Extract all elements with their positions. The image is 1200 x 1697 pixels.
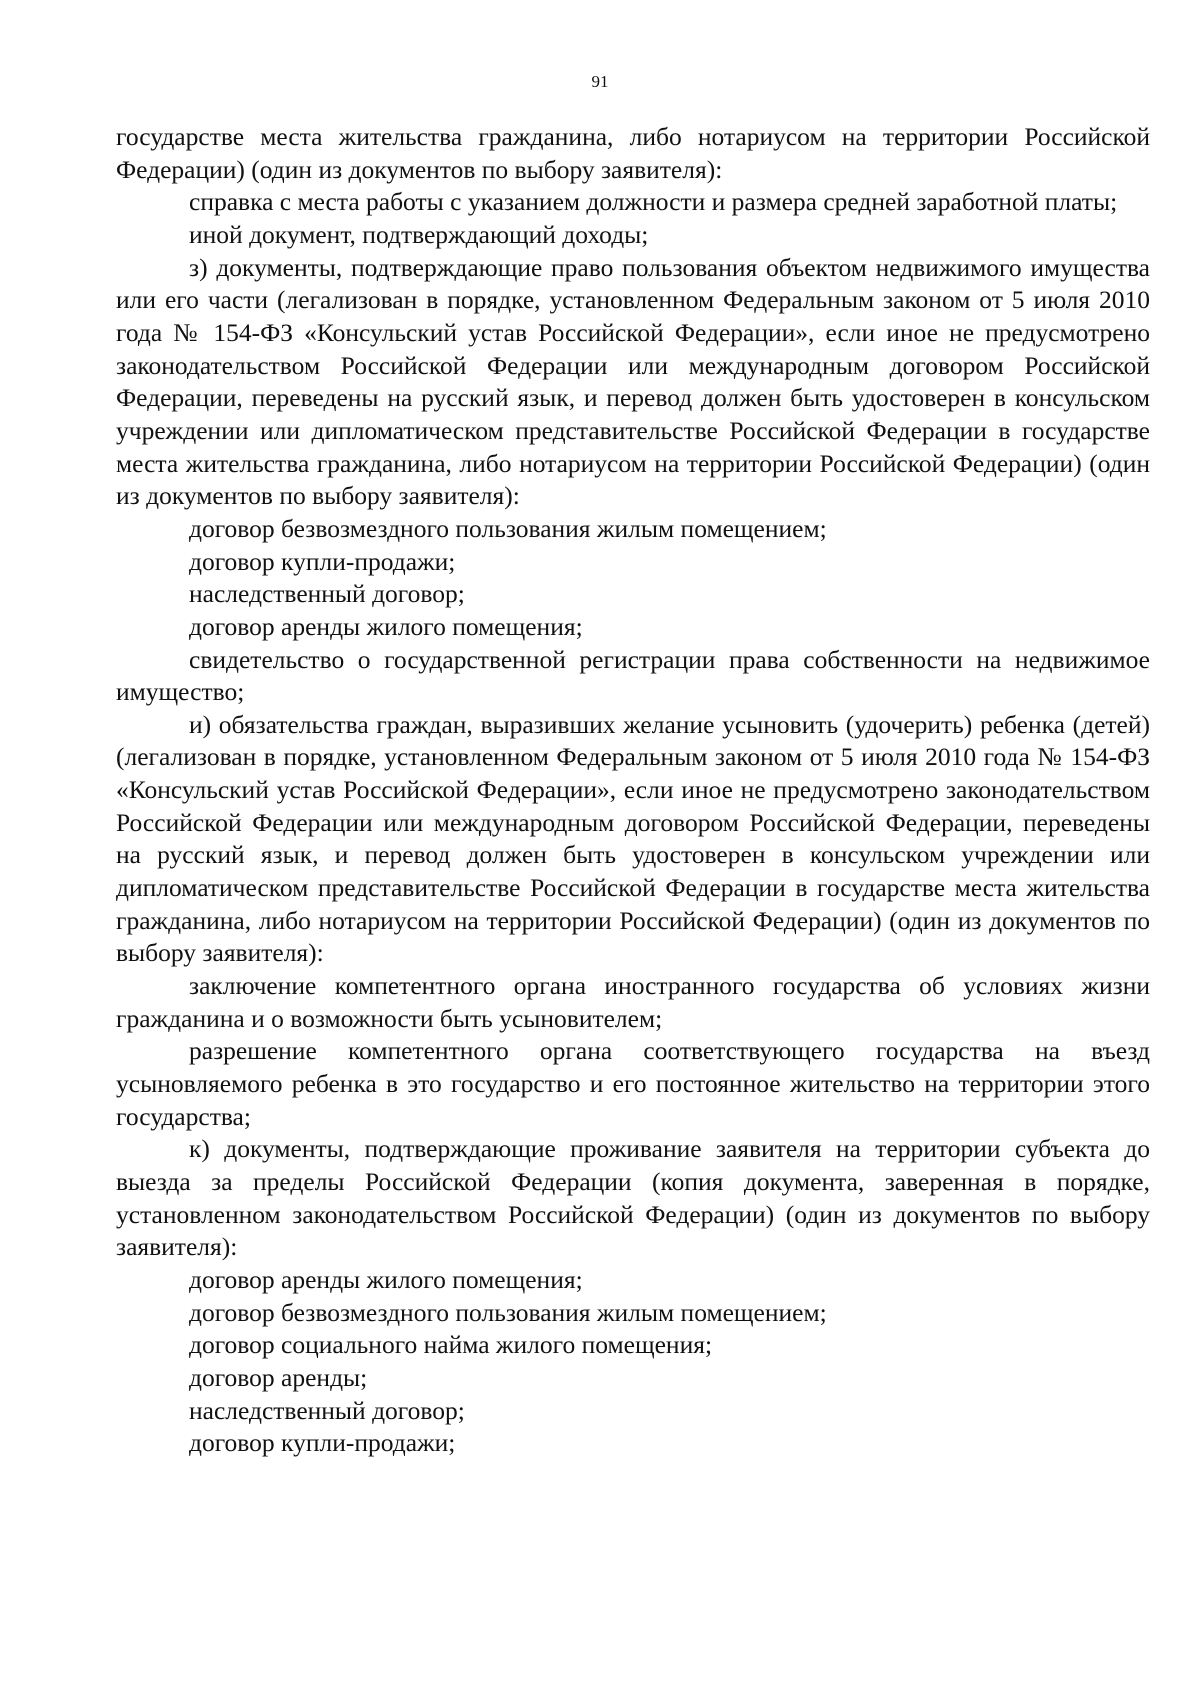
- paragraph-list-item: иной документ, подтверждающий доходы;: [189, 219, 649, 249]
- paragraph-list-item: договор купли-продажи;: [189, 1428, 456, 1458]
- paragraph-clause-z: з) документы, подтверждающие право пользования объектом недвижимого имущества или его части (легализован в порядке, установленном Федеральным законом от 5 июля 2010 года № 154-ФЗ «Консульский устав Российской Федерации», если иное не предусмотрено законодательством Российской Федерации или международным договором Российской Федерации, переведены на русский язык, и перевод должен быть удостоверен в консульском учреждении или дипломатическом представительстве Российской Федерации в государстве места жительства гражданина, либо нотариусом на территории Российской Федерации) (один из документов по выбору заявителя):: [116, 252, 1150, 511]
- paragraph-list-item: договор аренды жилого помещения;: [189, 1264, 583, 1294]
- paragraph-clause-i: и) обязательства граждан, выразивших желание усыновить (удочерить) ребенка (детей) (легализован в порядке, установленном Федеральным законом от 5 июля 2010 года № 154-ФЗ «Консульский устав Российской Федерации», если иное не предусмотрено законодательством Российской Федерации или международным договором Российской Федерации, переведены на русский язык, и перевод должен быть удостоверен в консульском учреждении или дипломатическом представительстве Российской Федерации в государстве места жительства гражданина, либо нотариусом на территории Российской Федерации) (один из документов по выбору заявителя):: [116, 709, 1150, 968]
- paragraph-list-item: наследственный договор;: [189, 1395, 465, 1425]
- paragraph-list-item: договор безвозмездного пользования жилым помещением;: [189, 1297, 827, 1327]
- paragraph-list-item: заключение компетентного органа иностранного государства об условиях жизни гражданина и о возможности быть усыновителем;: [116, 971, 1150, 1033]
- page-number: 91: [591, 72, 609, 91]
- paragraph-list-item: разрешение компетентного органа соответствующего государства на въезд усыновляемого ребенка в это государство и его постоянное жительство на территории этого государства;: [116, 1036, 1150, 1131]
- paragraph-list-item: наследственный договор;: [189, 579, 465, 609]
- paragraph-list-item: договор безвозмездного пользования жилым помещением;: [189, 513, 827, 543]
- paragraph-list-item: договор купли-продажи;: [189, 546, 456, 576]
- paragraph-list-item: договор социального найма жилого помещения;: [189, 1330, 713, 1360]
- document-body: [116, 121, 1150, 1460]
- paragraph-continuation: государстве места жительства гражданина, либо нотариусом на территории Российской Федерации) (один из документов по выбору заявителя):: [116, 122, 1150, 184]
- paragraph-list-item: справка с места работы с указанием должности и размера средней заработной платы;: [189, 187, 1118, 217]
- paragraph-list-item: договор аренды;: [189, 1362, 368, 1392]
- paragraph-list-item: договор аренды жилого помещения;: [189, 611, 583, 641]
- paragraph-clause-k: к) документы, подтверждающие проживание заявителя на территории субъекта до выезда за пределы Российской Федерации (копия документа, заверенная в порядке, установленном законодательством Российской Федерации) (один из документов по выбору заявителя):: [116, 1134, 1150, 1262]
- paragraph-list-item: свидетельство о государственной регистрации права собственности на недвижимое имущество;: [116, 644, 1150, 707]
